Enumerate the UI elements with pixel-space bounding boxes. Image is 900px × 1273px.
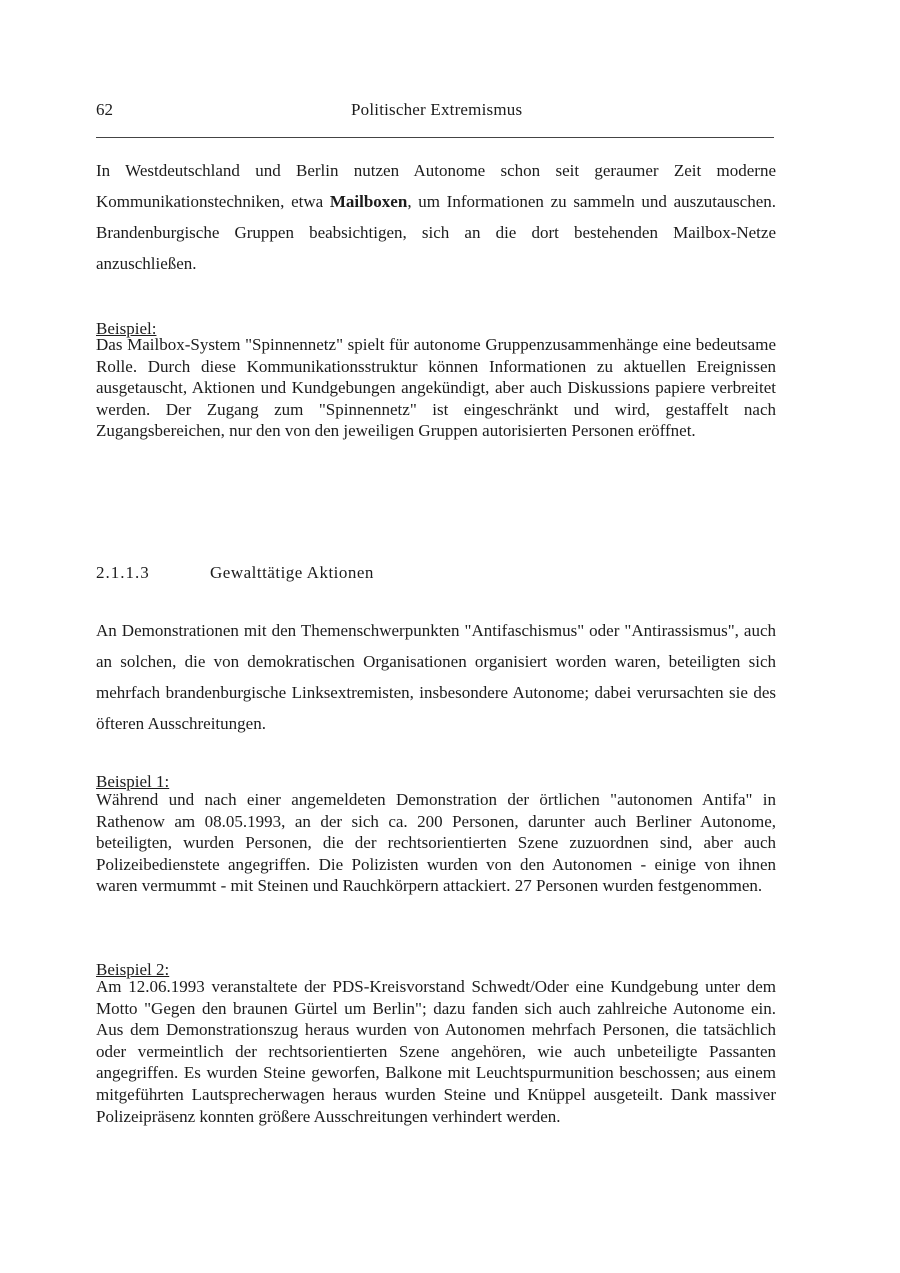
intro-bold-term: Mailboxen — [329, 192, 408, 211]
example-2-label: Beispiel 2: — [96, 960, 170, 979]
page-number: 62 — [96, 100, 113, 119]
running-title: Politischer Extremismus — [351, 100, 523, 119]
example-mailbox-text: Das Mailbox-System "Spinnennetz" spielt für autonome Gruppenzusammenhänge eine bedeutsame Rolle. Durch diese Kommunikationsstruktur können Informationen zu aktuellen Ereignissen ausgetauscht, Aktionen und Kundgebungen angekündigt, aber auch Diskussions papiere verbreitet werden. Der Zugang zum "Spinnennetz" ist eingeschränkt und wird, gestaffelt nach Zugangsbereichen, nur den von den jeweiligen Gruppen autorisierten Personen eröffnet. — [96, 335, 776, 441]
example-1-text: Während und nach einer angemeldeten Demonstration der örtlichen "autonomen Antifa" in Rathenow am 08.05.1993, an der sich ca. 200 Personen, darunter auch Berliner Autonome, beteiligten, wurden Personen, die der rechtsorientierten Szene zuzuordnen sind, aber auch Polizeibedienstete angegriffen. Die Polizisten wurden von den Autonomen - einige von ihnen waren vermummt - mit Steinen und Rauchkörpern attackiert. 27 Personen wurden festgenommen. — [96, 790, 776, 896]
section-number: 2.1.1.3 — [96, 563, 150, 582]
example-mailbox-label: Beispiel: — [96, 319, 157, 338]
example-2-text: Am 12.06.1993 veranstaltete der PDS-Kreisvorstand Schwedt/Oder eine Kundgebung unter dem Motto "Gegen den braunen Gürtel um Berlin"; dazu fanden sich auch zahlreiche Autonome ein. Aus dem Demonstrationszug heraus wurden von Autonomen mehrfach Personen, die tatsächlich oder vermeintlich der rechtsorientierten Szene angehören, wie auch unbeteiligte Passanten angegriffen. Es wurden Steine geworfen, Balkone mit Leuchtspurmunition beschossen; aus einem mitgeführten Lautsprecherwagen heraus wurden Steine und Knüppel ausgeteilt. Dank massiver Polizeipräsenz konnten größere Ausschreitungen verhindert werden. — [96, 977, 776, 1126]
intro-text-start: In Westdeutschland und Berlin nutzen Autonome schon seit geraumer Zeit moderne Kommunikationstechniken, etwa — [96, 161, 776, 211]
intro-text-end: , um Informationen zu sammeln und auszutauschen. Brandenburgische Gruppen beabsichtigen, sich an die dort bestehenden Mailbox-Netze anzuschließen. — [96, 192, 776, 273]
header-rule — [96, 137, 774, 138]
section-title: Gewalttätige Aktionen — [210, 563, 374, 582]
section-intro-paragraph: An Demonstrationen mit den Themenschwerpunkten "Antifaschismus" oder "Antirassismus", auch an solchen, die von demokratischen Organisationen organisiert worden waren, beteiligten sich mehrfach brandenburgische Linksextremisten, insbesondere Autonome; dabei verursachten sie des öfteren Ausschreitungen. — [96, 621, 776, 733]
example-1-label: Beispiel 1: — [96, 772, 170, 791]
intro-paragraph — [96, 155, 776, 279]
